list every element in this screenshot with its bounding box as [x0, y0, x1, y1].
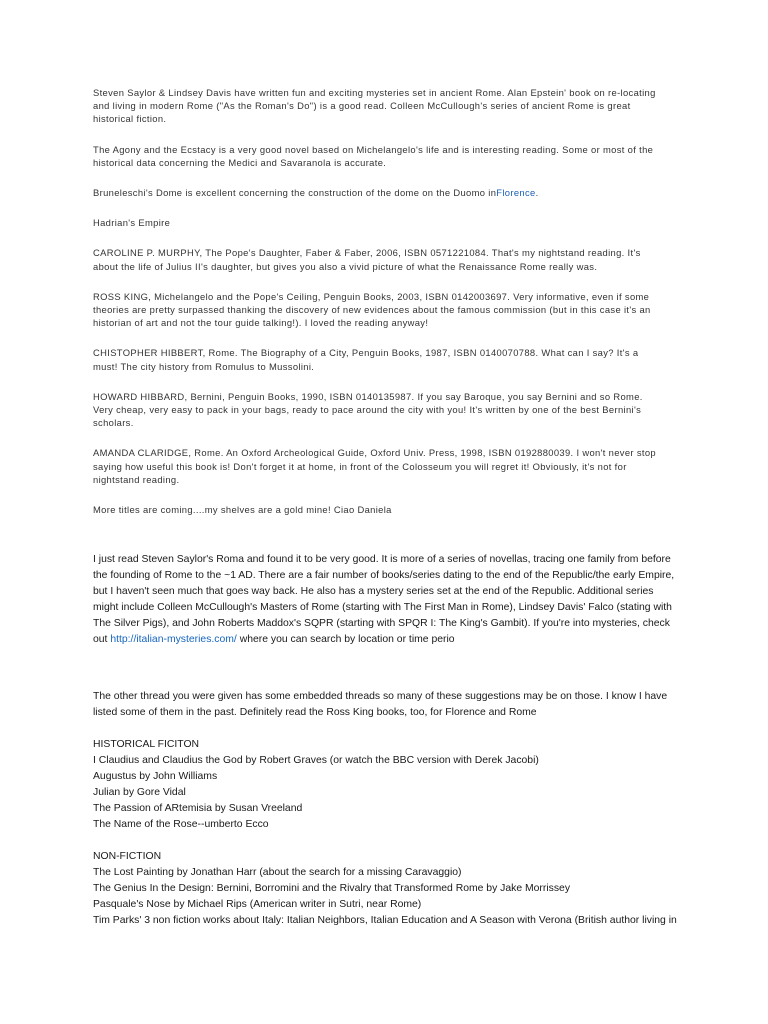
- paragraph-claridge: AMANDA CLARIDGE, Rome. An Oxford Archeological Guide, Oxford Univ. Press, 1998, ISBN 0192880039. I won't never stop saying how useful this book is! Don't forget it at home, in front of the Colosseum you will regret it! Obviously, it's not for nightstand reading.: [93, 447, 656, 485]
- text-line: listed some of them in the past. Definitely read the Ross King books, too, for Florence and Rome: [93, 707, 537, 718]
- list-item: The Passion of ARtemisia by Susan Vreeland: [93, 803, 303, 814]
- list-item: Augustus by John Williams: [93, 771, 218, 782]
- forum-post-saylor-roma: [93, 552, 693, 648]
- paragraph-hibbert: CHISTOPHER HIBBERT, Rome. The Biography of a City, Penguin Books, 1987, ISBN 0140070788. What can I say? It's a must! The city history from Romulus to Mussolini.: [93, 347, 639, 372]
- list-item: The Lost Painting by Jonathan Harr (about the search for a missing Caravaggio): [93, 867, 462, 878]
- paragraph-agony-ecstacy: The Agony and the Ecstacy is a very good novel based on Michelangelo's life and is interesting reading. Some or most of the historical data concerning the Medici and Savaranola is accurate.: [93, 143, 654, 168]
- text-line: The Silver Pigs), and John Roberts Maddox's SQPR (starting with SPQR I: The King's Gambit). If you're into mysteries, check: [93, 618, 670, 629]
- text-line: but I haven't seen much that goes way back. He also has a mystery series set at the end of the Republic. Additional series: [93, 586, 654, 597]
- list-item: Pasquale's Nose by Michael Rips (American writer in Sutri, near Rome): [93, 899, 422, 910]
- text-line: the founding of Rome to the ~1 AD. There are a fair number of books/series dating to the end of the Republic/the early Empire,: [93, 570, 675, 581]
- paragraph-saylor-davis: Steven Saylor & Lindsey Davis have written fun and exciting mysteries set in ancient Rome. Alan Epstein' book on re-locating and living in modern Rome ("As the Roman's Do") is a good read. Colleen McCullough's series of ancient Rome is great historical fiction.: [93, 87, 656, 125]
- italian-mysteries-link[interactable]: http://italian-mysteries.com/: [110, 634, 237, 645]
- list-item: Tim Parks' 3 non fiction works about Italy: Italian Neighbors, Italian Education and A Season with Verona (British author living in: [93, 915, 677, 926]
- florence-link[interactable]: Florence: [496, 187, 536, 199]
- text-line: The other thread you were given has some embedded threads so many of these suggestions may be on those. I know I have: [93, 691, 668, 702]
- paragraph-hibbard: HOWARD HIBBARD, Bernini, Penguin Books, 1990, ISBN 0140135987. If you say Baroque, you say Bernini and so Rome. Very cheap, very easy to pack in your bags, ready to pace around the city with you! It's written by one of the best Bernini's scholars.: [93, 390, 643, 429]
- text-line: might include Colleen McCullough's Masters of Rome (starting with The First Man in Rome), Lindsey Davis' Falco (stating with: [93, 602, 672, 613]
- list-item: The Name of the Rose--umberto Ecco: [93, 819, 269, 830]
- text-line: I just read Steven Saylor's Roma and found it to be very good. It is more of a series of novellas, tracing one family from before: [93, 554, 671, 565]
- list-item: Julian by Gore Vidal: [93, 787, 186, 798]
- list-item: The Genius In the Design: Bernini, Borromini and the Rivalry that Transformed Rome by Jake Morrissey: [93, 883, 571, 894]
- paragraph-murphy: CAROLINE P. MURPHY, The Pope's Daughter, Faber & Faber, 2006, ISBN 0571221084. That's my nightstand reading. It's about the life of Julius II's daughter, but gives you also a vivid picture of what the Renaissance Rome really was.: [93, 247, 641, 272]
- paragraph-brunelleschi: Bruneleschi's Dome is excellent concerning the construction of the dome on the Duomo inFlorence.: [93, 187, 539, 199]
- paragraph-ross-king: ROSS KING, Michelangelo and the Pope's Ceiling, Penguin Books, 2003, ISBN 0142003697. Very informative, even if some theories are pretty surpassed thanking the discovery of new evidences about the famous commission (but in this case it's an historian of art and not the tour guide talking!). I loved the reading anyway!: [93, 290, 651, 329]
- paragraph-signoff: More titles are coming....my shelves are a gold mine! Ciao Daniela: [93, 504, 392, 516]
- forum-post-book-list: [93, 689, 703, 929]
- fiction-heading: HISTORICAL FICITON: [93, 739, 200, 750]
- forum-post-daniela: [93, 86, 673, 533]
- nonfiction-heading: NON-FICTION: [93, 851, 162, 862]
- list-item: I Claudius and Claudius the God by Robert Graves (or watch the BBC version with Derek Jacobi): [93, 755, 539, 766]
- text-line: out http://italian-mysteries.com/ where you can search by location or time perio: [93, 634, 455, 645]
- paragraph-hadrian: Hadrian's Empire: [93, 217, 171, 229]
